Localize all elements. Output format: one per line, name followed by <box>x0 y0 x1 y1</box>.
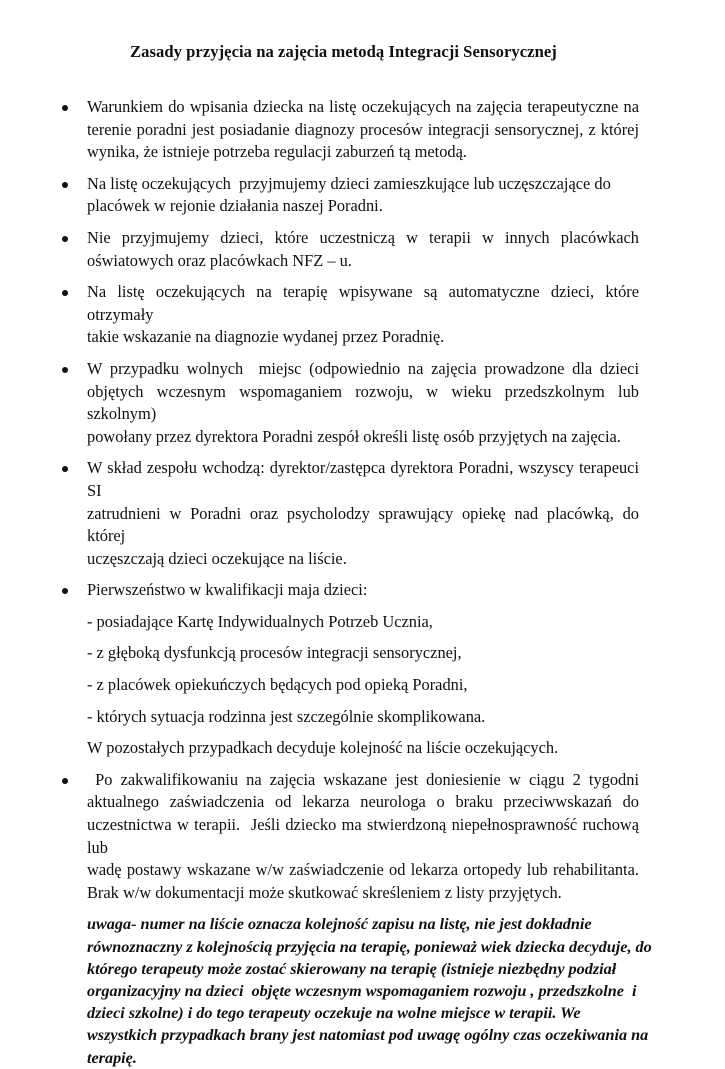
priority-sub-item: - których sytuacja rodzinna jest szczególnie skomplikowana. <box>87 706 486 726</box>
bullet-icon <box>62 182 68 188</box>
rule-item-priority <box>0 579 639 602</box>
text-line: powołany przez dyrektora Poradni zespół określi listę osób przyjętych na zajęcia. <box>87 426 621 446</box>
text-line: wadę postawy wskazane w/w zaświadczenie od lekarza ortopedy lub rehabilitanta. <box>87 860 639 880</box>
rules-list <box>0 96 725 1069</box>
bullet-icon <box>62 105 68 111</box>
note-line: terapię. <box>87 1048 137 1067</box>
document-title: Zasady przyjęcia na zajęcia metodą Integracji Sensorycznej <box>130 42 557 61</box>
text-line: Po zakwalifikowaniu na zajęcia wskazane jest doniesienie w ciągu 2 tygodni <box>87 769 639 789</box>
text-line: wynika, że istnieje potrzeba regulacji zaburzeń tą metodą. <box>87 142 467 162</box>
rule-item-automatic-entry <box>0 281 639 349</box>
rule-item-free-places <box>0 358 639 448</box>
note-line: wszystkich przypadkach brany jest natomiast pod uwagę ogólny czas oczekiwania na <box>87 1026 649 1045</box>
rule-item-exclusion <box>0 227 639 272</box>
rule-item-team-composition <box>0 457 639 570</box>
note-line: równoznaczny z kolejnością przyjęcia na terapię, ponieważ wiek dziecka decyduje, do <box>87 937 652 956</box>
bullet-icon <box>62 367 68 373</box>
text-line: placówek w rejonie działania naszej Poradni. <box>87 196 383 216</box>
text-line: zatrudnieni w Poradni oraz psycholodzy sprawujący opiekę nad placówką, do której <box>87 503 639 546</box>
text-line: oświatowych oraz placówkach NFZ – u. <box>87 250 352 270</box>
text-line: aktualnego zaświadczenia od lekarza neurologa o braku przeciwwskazań do <box>87 792 639 812</box>
rule-item-admission-condition <box>0 96 639 164</box>
priority-closing-text: W pozostałych przypadkach decyduje kolejność na liście oczekujących. <box>87 738 559 758</box>
bullet-icon <box>62 236 68 242</box>
text-line: takie wskazanie na diagnozie wydanej przez Poradnię. <box>87 327 445 347</box>
bullet-icon <box>62 466 68 472</box>
waiting-list-note <box>0 913 652 1068</box>
note-line: uwaga- numer na liście oznacza kolejność zapisu na listę, nie jest dokładnie <box>87 915 592 934</box>
text-line: terenie poradni jest posiadanie diagnozy procesów integracji sensorycznej, z której <box>87 119 639 139</box>
text-line: W przypadku wolnych miejsc (odpowiednio na zajęcia prowadzone dla dzieci <box>87 358 639 378</box>
priority-sub-item: - posiadające Kartę Indywidualnych Potrzeb Ucznia, <box>87 611 433 631</box>
text-line: Brak w/w dokumentacji może skutkować skreśleniem z listy przyjętych. <box>87 882 562 902</box>
text-line: W skład zespołu wchodzą: dyrektor/zastępca dyrektora Poradni, wszyscy terapeuci SI <box>87 458 639 500</box>
rule-item-medical-certificate <box>0 769 644 905</box>
text-line: Na listę oczekujących przyjmujemy dzieci zamieszkujące lub uczęszczające do <box>87 173 611 193</box>
text-line: objętych wczesnym wspomaganiem rozwoju, w wieku przedszkolnym lub szkolnym) <box>87 381 639 424</box>
priority-sub-item: - z placówek opiekuńczych będących pod opieką Poradni, <box>87 675 468 695</box>
note-line: którego terapeuty może zostać skierowany na terapię (istnieje niezbędny podział <box>87 959 617 978</box>
text-line: Warunkiem do wpisania dziecka na listę oczekujących na zajęcia terapeutyczne na <box>87 97 639 116</box>
text-line: Pierwszeństwo w kwalifikacji maja dzieci: <box>87 580 368 600</box>
priority-sub-item: - z głęboką dysfunkcją procesów integracji sensorycznej, <box>87 643 462 663</box>
text-line: Nie przyjmujemy dzieci, które uczestniczą w terapii w innych placówkach <box>87 227 639 247</box>
text-line: Na listę oczekujących na terapię wpisywane są automatyczne dzieci, które otrzymały <box>87 282 639 324</box>
note-line: organizacyjny na dzieci objęte wczesnym wspomaganiem rozwoju , przedszkolne i <box>87 982 637 1001</box>
text-line: uczestnictwa w terapii. Jeśli dziecko ma stwierdzoną niepełnosprawność ruchową lub <box>87 815 644 857</box>
rule-item-region <box>0 173 639 218</box>
bullet-icon <box>62 588 68 594</box>
bullet-icon <box>62 778 68 784</box>
note-line: dzieci szkolne) i do tego terapeuty oczekuje na wolne miejsce w terapii. We <box>87 1004 581 1023</box>
text-line: uczęszczają dzieci oczekujące na liście. <box>87 548 347 568</box>
bullet-icon <box>62 290 68 296</box>
